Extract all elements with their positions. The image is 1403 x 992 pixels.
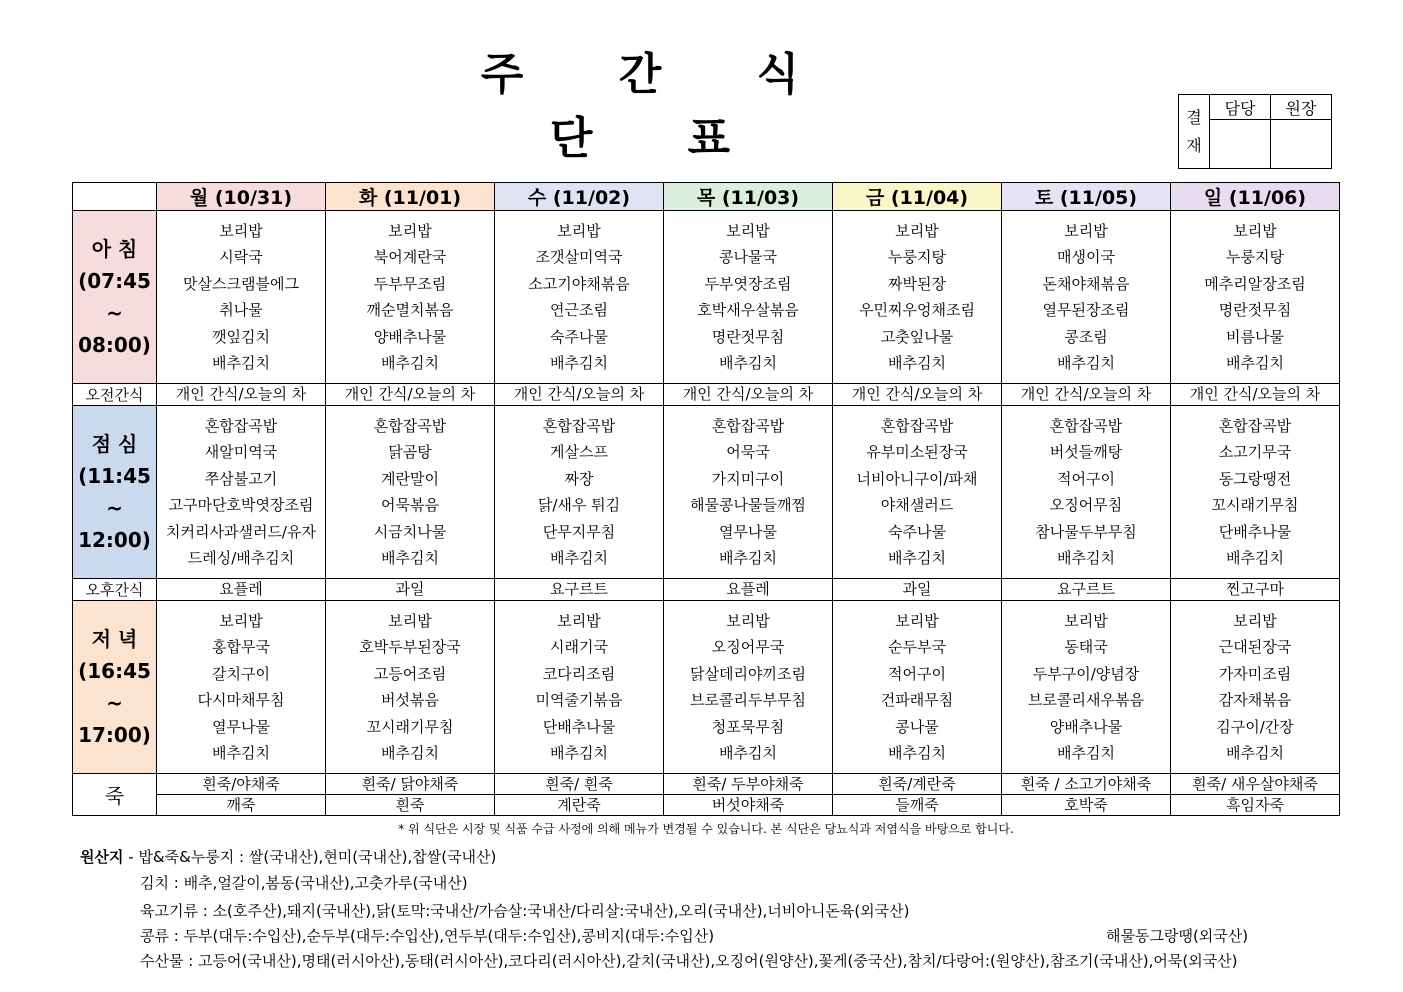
- menu-item: 배추김치: [719, 549, 777, 567]
- day-header: 월 (10/31): [157, 183, 326, 211]
- menu-item: 배추김치: [550, 549, 608, 567]
- menu-cell: [495, 601, 664, 774]
- meal-time-start: (16:45: [78, 659, 151, 683]
- menu-cell: [157, 601, 326, 774]
- meal-time-start: (11:45: [78, 464, 151, 488]
- menu-item: 적어구이: [888, 664, 946, 683]
- day-header: 금 (11/04): [833, 183, 1002, 211]
- porridge-2-cell: 흰죽: [326, 795, 495, 816]
- menu-item: 혼합잡곡밥: [711, 416, 785, 435]
- menu-item: 꼬시래기무침: [366, 717, 454, 736]
- menu-item: 혼합잡곡밥: [880, 416, 954, 435]
- menu-item: 호박새우살볶음: [697, 301, 799, 319]
- menu-item: 코다리조림: [542, 664, 616, 683]
- menu-item: 치커리사과샐러드/유자: [166, 522, 316, 541]
- approval-director-sign: [1271, 120, 1332, 169]
- menu-item: 고춧잎나물: [880, 327, 954, 346]
- menu-item: 취나물: [219, 301, 263, 319]
- meal-time-tilde: ~: [106, 496, 123, 520]
- porridge-row-1: [73, 774, 1340, 795]
- menu-item: 시금치나물: [373, 522, 447, 541]
- day-header: 목 (11/03): [664, 183, 833, 211]
- porridge-2-cell: 버섯야채죽: [664, 795, 833, 816]
- menu-item: 혼합잡곡밥: [1049, 416, 1123, 435]
- porridge-1-cell: 흰죽/ 흰죽: [495, 774, 664, 795]
- menu-item: 새알미역국: [204, 443, 278, 461]
- am-snack-cell: 개인 간식/오늘의 차: [157, 384, 326, 406]
- menu-item: 어묵볶음: [381, 496, 439, 514]
- menu-item: 콩조림: [1064, 327, 1108, 346]
- porridge-2-cell: 흑임자죽: [1171, 795, 1340, 816]
- menu-item: 시락국: [219, 248, 263, 266]
- meal-time-end: 08:00): [78, 333, 151, 357]
- am-snack-cell: 개인 간식/오늘의 차: [1171, 384, 1340, 406]
- menu-item: 배추김치: [1226, 744, 1284, 762]
- menu-item: 두부엿장조림: [704, 274, 792, 293]
- menu-item: 고등어조림: [373, 664, 447, 683]
- menu-item: 게살스프: [550, 443, 608, 461]
- porridge-1-cell: 흰죽/ 두부야채죽: [664, 774, 833, 795]
- meal-time-tilde: ~: [106, 301, 123, 325]
- menu-note: * 위 식단은 시장 및 식품 수급 사정에 의해 메뉴가 변경될 수 있습니다. 본 식단은 당뇨식과 저염식을 바탕으로 합니다.: [398, 822, 1014, 836]
- menu-item: 보리밥: [388, 221, 432, 240]
- menu-item: 단무지무침: [542, 522, 616, 541]
- menu-item: 보리밥: [219, 611, 263, 630]
- menu-item: 맛살스크램블에그: [183, 274, 299, 293]
- menu-item: 해물콩나물들깨찜: [690, 496, 806, 514]
- menu-item: 보리밥: [726, 221, 770, 240]
- menu-item: 배추김치: [381, 549, 439, 567]
- menu-item: 순두부국: [888, 638, 946, 656]
- menu-cell: [495, 211, 664, 384]
- am-snack-cell: 개인 간식/오늘의 차: [495, 384, 664, 406]
- menu-item: 열무된장조림: [1042, 301, 1130, 319]
- menu-item: 어묵국: [726, 443, 770, 461]
- menu-item: 동태국: [1064, 638, 1108, 656]
- menu-item: 브로콜리새우볶음: [1028, 691, 1144, 709]
- menu-item: 메추리알장조림: [1204, 274, 1306, 293]
- approval-director: 원장: [1271, 95, 1332, 120]
- porridge-1-cell: 흰죽 / 소고기야채죽: [1002, 774, 1171, 795]
- menu-item: 짜박된장: [888, 274, 946, 293]
- breakfast-row: [73, 211, 1340, 384]
- menu-item: 누룽지탕: [1226, 248, 1284, 266]
- menu-cell: [664, 601, 833, 774]
- menu-item: 소고기무국: [1218, 443, 1292, 461]
- menu-item: 돈채야채볶음: [1042, 274, 1130, 293]
- pm-snack-cell: 요플레: [664, 579, 833, 601]
- meal-time-end: 12:00): [78, 528, 151, 552]
- menu-item: 보리밥: [1233, 611, 1277, 630]
- menu-item: 보리밥: [895, 221, 939, 240]
- menu-item: 배추김치: [719, 354, 777, 372]
- corner-cell: [73, 183, 157, 211]
- menu-item: 드레싱/배추김치: [187, 549, 295, 567]
- dinner-label-cell: [73, 601, 157, 774]
- menu-cell: [326, 601, 495, 774]
- porridge-1-cell: 흰죽/계란죽: [833, 774, 1002, 795]
- menu-item: 고구마단호박엿장조림: [168, 496, 314, 514]
- menu-item: 닭/새우 튀김: [537, 496, 621, 514]
- menu-item: 보리밥: [1064, 611, 1108, 630]
- menu-cell: [1002, 406, 1171, 579]
- menu-cell: [664, 211, 833, 384]
- menu-item: 가자미조림: [1218, 664, 1292, 683]
- menu-item: 감자채볶음: [1218, 691, 1292, 709]
- menu-cell: [1002, 601, 1171, 774]
- menu-item: 단배추나물: [1218, 522, 1292, 541]
- menu-item: 배추김치: [888, 549, 946, 567]
- menu-item: 조갯살미역국: [535, 248, 623, 266]
- approval-staff-sign: [1210, 120, 1271, 169]
- origin-rice: - 밥&죽&누룽지 : 쌀(국내산),현미(국내산),찹쌀(국내산): [128, 848, 497, 866]
- day-header: 토 (11/05): [1002, 183, 1171, 211]
- menu-item: 건파래무침: [880, 691, 954, 709]
- menu-item: 보리밥: [895, 611, 939, 630]
- meal-name: 점 심: [91, 432, 138, 456]
- menu-item: 배추김치: [1226, 549, 1284, 567]
- menu-item: 보리밥: [557, 611, 601, 630]
- menu-item: 혼합잡곡밥: [542, 416, 616, 435]
- menu-item: 소고기야채볶음: [528, 274, 630, 293]
- porridge-2-cell: 계란죽: [495, 795, 664, 816]
- menu-item: 배추김치: [550, 354, 608, 372]
- menu-item: 누룽지탕: [888, 248, 946, 266]
- menu-item: 가지미구이: [711, 469, 785, 488]
- menu-item: 배추김치: [1226, 354, 1284, 372]
- menu-item: 양배추나물: [1049, 717, 1123, 736]
- origin-beans: 콩류 : 두부(대두:수입산),순두부(대두:수입산),연두부(대두:수입산),콩비지(대두:수입산): [140, 927, 715, 945]
- menu-item: 콩나물: [895, 717, 939, 736]
- menu-item: 깻잎김치: [212, 327, 270, 346]
- menu-item: 갈치구이: [212, 664, 270, 683]
- menu-item: 숙주나물: [888, 522, 946, 541]
- menu-item: 북어계란국: [373, 248, 447, 266]
- menu-cell: [157, 211, 326, 384]
- menu-item: 혼합잡곡밥: [1218, 416, 1292, 435]
- menu-item: 청포묵무침: [711, 717, 785, 736]
- menu-item: 숙주나물: [550, 327, 608, 346]
- am-snack-cell: 개인 간식/오늘의 차: [326, 384, 495, 406]
- breakfast-label-cell: [73, 211, 157, 384]
- pm-snack-cell: 요구르트: [495, 579, 664, 601]
- menu-item: 보리밥: [1233, 221, 1277, 240]
- pm-snack-cell: 과일: [833, 579, 1002, 601]
- menu-item: 열무나물: [719, 522, 777, 541]
- menu-item: 유부미소된장국: [866, 443, 968, 461]
- menu-cell: [326, 211, 495, 384]
- pm-snack-label: 오후간식: [73, 579, 157, 601]
- menu-item: 배추김치: [212, 744, 270, 762]
- porridge-1-cell: 흰죽/야채죽: [157, 774, 326, 795]
- menu-item: 시래기국: [550, 638, 608, 656]
- menu-item: 두부구이/양념장: [1032, 664, 1140, 683]
- menu-item: 쭈삼불고기: [204, 469, 278, 488]
- am-snack-cell: 개인 간식/오늘의 차: [833, 384, 1002, 406]
- menu-item: 홍합무국: [212, 638, 270, 656]
- menu-item: 단배추나물: [542, 717, 616, 736]
- menu-item: 배추김치: [719, 744, 777, 762]
- porridge-1-cell: 흰죽/ 닭야채죽: [326, 774, 495, 795]
- pm-snack-row: [73, 579, 1340, 601]
- menu-cell: [157, 406, 326, 579]
- meal-time-start: (07:45: [78, 269, 151, 293]
- menu-item: 근대된장국: [1218, 638, 1292, 656]
- menu-item: 동그랑땡전: [1218, 469, 1292, 488]
- menu-item: 두부무조림: [373, 274, 447, 293]
- menu-cell: [1171, 601, 1340, 774]
- menu-item: 배추김치: [888, 354, 946, 372]
- menu-item: 야채샐러드: [880, 496, 954, 514]
- porridge-2-cell: 깨죽: [157, 795, 326, 816]
- porridge-1-cell: 흰죽/ 새우살야채죽: [1171, 774, 1340, 795]
- origin-rice-line: [80, 846, 496, 867]
- menu-item: 배추김치: [888, 744, 946, 762]
- menu-item: 배추김치: [381, 354, 439, 372]
- origin-kimchi: 김치 : 배추,얼갈이,봄동(국내산),고춧가루(국내산): [140, 874, 468, 892]
- menu-cell: [495, 406, 664, 579]
- origin-seafood-pancake: 해물동그랑땡(외국산): [1106, 927, 1249, 945]
- menu-item: 보리밥: [388, 611, 432, 630]
- menu-item: 너비아니구이/파채: [856, 469, 978, 488]
- lunch-row: [73, 406, 1340, 579]
- menu-item: 배추김치: [1057, 744, 1115, 762]
- menu-item: 보리밥: [557, 221, 601, 240]
- menu-item: 배추김치: [381, 744, 439, 762]
- am-snack-row: [73, 384, 1340, 406]
- am-snack-label: 오전간식: [73, 384, 157, 406]
- meal-time-end: 17:00): [78, 723, 151, 747]
- page-title: 주 간 식 단 표: [480, 49, 840, 164]
- menu-item: 배추김치: [212, 354, 270, 372]
- menu-cell: [1002, 211, 1171, 384]
- menu-item: 김구이/간장: [1216, 717, 1294, 736]
- menu-item: 꼬시래기무침: [1211, 496, 1299, 514]
- pm-snack-cell: 과일: [326, 579, 495, 601]
- meal-time-tilde: ~: [106, 691, 123, 715]
- menu-item: 오징어무침: [1049, 496, 1123, 514]
- menu-item: 계란말이: [381, 469, 439, 488]
- menu-item: 배추김치: [1057, 549, 1115, 567]
- menu-cell: [326, 406, 495, 579]
- am-snack-cell: 개인 간식/오늘의 차: [664, 384, 833, 406]
- menu-item: 깨순멸치볶음: [366, 301, 454, 319]
- menu-item: 참나물두부무침: [1035, 522, 1137, 541]
- menu-item: 버섯들깨탕: [1049, 443, 1123, 461]
- meal-name: 저 녁: [91, 627, 138, 651]
- menu-item: 배추김치: [1057, 354, 1115, 372]
- menu-item: 연근조림: [550, 301, 608, 319]
- menu-item: 콩나물국: [719, 248, 777, 266]
- pm-snack-cell: 요구르트: [1002, 579, 1171, 601]
- menu-item: 명란젓무침: [711, 327, 785, 346]
- menu-item: 양배추나물: [373, 327, 447, 346]
- menu-item: 닭살데리야끼조림: [690, 664, 806, 683]
- menu-item: 미역줄기볶음: [535, 691, 623, 709]
- porridge-label: 죽: [73, 774, 157, 816]
- day-header: 수 (11/02): [495, 183, 664, 211]
- day-header: 일 (11/06): [1171, 183, 1340, 211]
- menu-cell: [833, 601, 1002, 774]
- menu-item: 우민찌우엉채조림: [859, 301, 975, 319]
- lunch-label-cell: [73, 406, 157, 579]
- meal-name: 아 침: [91, 237, 138, 261]
- day-header-row: [73, 183, 1340, 211]
- menu-item: 보리밥: [1064, 221, 1108, 240]
- origin-seafood: 수산물 : 고등어(국내산),명태(러시아산),동태(러시아산),코다리(러시아산),갈치(국내산),오징어(원양산),꽃게(중국산),참치/다랑어:(원양산),참조기(국내산),어묵(외국산): [140, 952, 1238, 970]
- menu-item: 짜장: [564, 469, 594, 488]
- menu-item: 적어구이: [1057, 469, 1115, 488]
- menu-item: 명란젓무침: [1218, 301, 1292, 319]
- menu-item: 보리밥: [219, 221, 263, 240]
- approval-box: [1178, 94, 1332, 169]
- approval-staff: 담당: [1210, 95, 1271, 120]
- menu-item: 혼합잡곡밥: [204, 416, 278, 435]
- menu-item: 다시마채무침: [197, 691, 285, 709]
- am-snack-cell: 개인 간식/오늘의 차: [1002, 384, 1171, 406]
- menu-cell: [664, 406, 833, 579]
- porridge-row-2: [73, 795, 1340, 816]
- menu-item: 배추김치: [550, 744, 608, 762]
- menu-cell: [1171, 211, 1340, 384]
- pm-snack-cell: 찐고구마: [1171, 579, 1340, 601]
- origin-title: 원산지: [80, 848, 124, 866]
- origin-meat: 육고기류 : 소(호주산),돼지(국내산),닭(토막:국내산/가슴살:국내산/다리살:국내산),오리(국내산),너비아니돈육(외국산): [140, 902, 910, 920]
- menu-item: 브로콜리두부무침: [690, 691, 806, 709]
- menu-cell: [1171, 406, 1340, 579]
- menu-item: 혼합잡곡밥: [373, 416, 447, 435]
- menu-item: 매생이국: [1057, 248, 1115, 266]
- menu-cell: [833, 406, 1002, 579]
- menu-item: 열무나물: [212, 717, 270, 736]
- pm-snack-cell: 요플레: [157, 579, 326, 601]
- approval-label: 결 재: [1179, 95, 1210, 169]
- day-header: 화 (11/01): [326, 183, 495, 211]
- menu-item: 보리밥: [726, 611, 770, 630]
- menu-item: 오징어무국: [711, 638, 785, 656]
- porridge-2-cell: 호박죽: [1002, 795, 1171, 816]
- menu-item: 비름나물: [1226, 327, 1284, 346]
- dinner-row: [73, 601, 1340, 774]
- menu-item: 버섯볶음: [381, 691, 439, 709]
- weekly-menu-table: [72, 182, 1340, 816]
- porridge-2-cell: 들깨죽: [833, 795, 1002, 816]
- menu-item: 닭곰탕: [388, 443, 432, 461]
- menu-cell: [833, 211, 1002, 384]
- menu-item: 호박두부된장국: [359, 638, 461, 656]
